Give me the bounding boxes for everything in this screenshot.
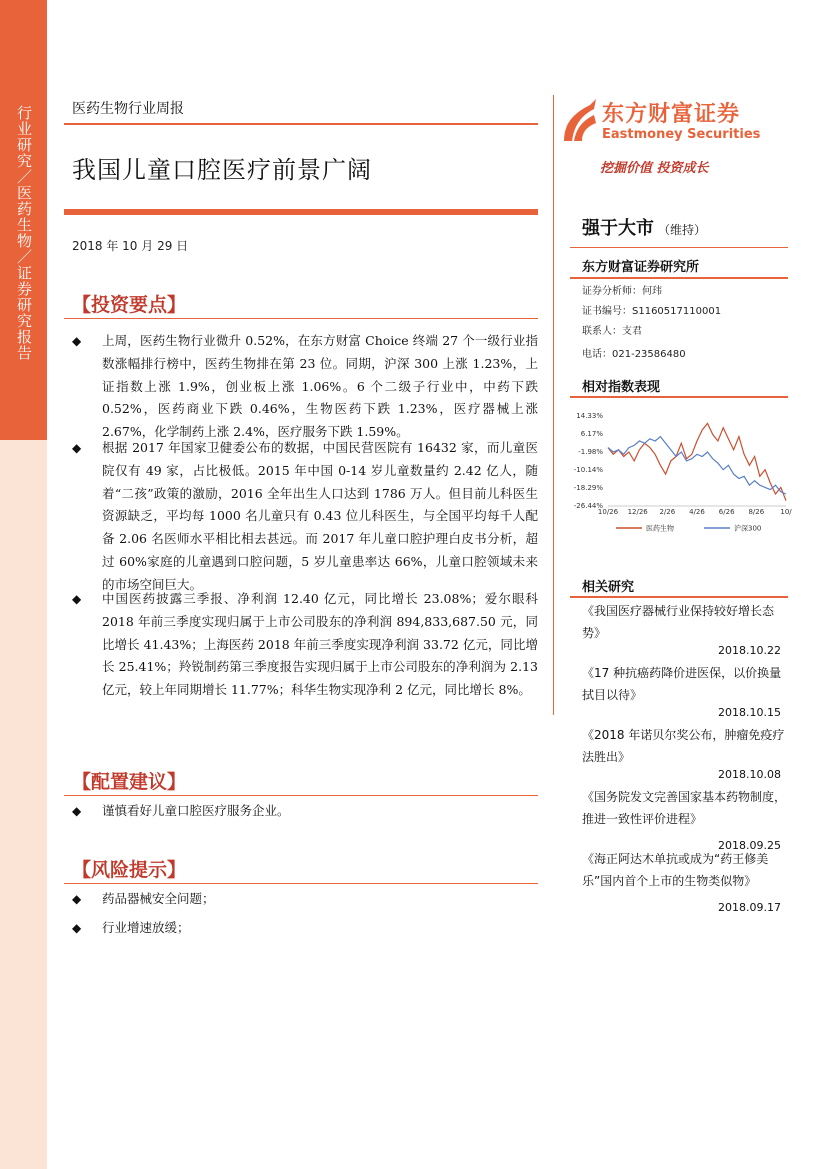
- related-item-date: 2018.10.15: [718, 706, 781, 719]
- brand-mark-icon: [560, 95, 600, 145]
- legend-label: 医药生物: [646, 524, 674, 533]
- invest-bullet: [72, 588, 538, 702]
- title-bar: [64, 209, 538, 215]
- side-banner: [0, 0, 47, 1169]
- invest-bullet: [72, 437, 538, 597]
- x-tick-label: 10/26: [597, 508, 619, 516]
- chart-heading-rule: [570, 396, 788, 398]
- y-tick-label: -26.44%: [573, 502, 603, 510]
- y-tick-label: -18.29%: [573, 484, 603, 492]
- config-heading-rule: [64, 795, 538, 796]
- config-bullet-text: 谨慎看好儿童口腔医疗服务企业。: [102, 803, 290, 818]
- related-item-title: 《2018 年诺贝尔奖公布，肿瘤免疫疗法胜出》: [582, 728, 785, 764]
- x-tick-label: 6/26: [718, 508, 735, 516]
- bullet-diamond-icon: ◆: [72, 892, 82, 906]
- bullet-diamond-icon: ◆: [72, 334, 82, 348]
- phone: 电话：021-23586480: [582, 349, 686, 360]
- related-item-title: 《17 种抗癌药降价进医保，以价换量拭目以待》: [582, 666, 782, 702]
- brand-logo: [560, 95, 770, 150]
- related-heading-rule: [570, 596, 788, 598]
- config-heading: 【配置建议】: [72, 771, 187, 793]
- y-tick-label: -10.14%: [573, 466, 603, 474]
- related-item-title: 《海正阿达木单抗或成为“药王修美乐”国内首个上市的生物类似物》: [582, 852, 769, 888]
- related-item-title: 《我国医疗器械行业保持较好增长态势》: [582, 604, 775, 640]
- invest-bullet-text: 上周，医药生物行业微升 0.52%，在东方财富 Choice 终端 27 个一级行业指数涨幅排行榜中，医药生物排在第 23 位。同期，沪深 300 上涨 1.23%，上证指数上涨 1.9%，创业板上涨 1.06%。6 个二级子行业中，中药下跌 0.52%，医药商业下跌 0.46%，生物医药下跌 1.23%，医疗器械上涨 2.67%，化学制药上涨 2.4%，医疗服务下跌 1.59%。: [102, 333, 538, 440]
- column-divider: [553, 95, 554, 715]
- risk-bullet-text: 行业增速放缓；: [102, 920, 190, 935]
- rating: [582, 214, 706, 240]
- bullet-diamond-icon: ◆: [72, 804, 82, 818]
- risk-bullet-text: 药品器械安全问题；: [102, 891, 215, 906]
- bullet-diamond-icon: ◆: [72, 592, 82, 606]
- y-tick-label: 6.17%: [580, 430, 603, 438]
- institute-rule: [570, 277, 788, 279]
- y-tick-label: -1.98%: [578, 448, 603, 456]
- institute-name: 东方财富证券研究所: [582, 260, 700, 275]
- rating-status: （维持）: [658, 223, 707, 237]
- bullet-diamond-icon: ◆: [72, 921, 82, 935]
- rating-rule: [570, 247, 788, 248]
- related-item-date: 2018.09.25: [718, 839, 781, 852]
- x-tick-label: 8/26: [748, 508, 765, 516]
- contact-person: 联系人：支君: [582, 326, 642, 337]
- config-bullet: [72, 800, 538, 823]
- y-tick-label: 14.33%: [576, 412, 603, 420]
- legend-label: 沪深300: [734, 524, 762, 533]
- invest-heading-rule: [64, 318, 538, 319]
- rating-label: 强于大市: [582, 218, 654, 239]
- series-line: [608, 423, 786, 500]
- x-tick-label: 2/26: [659, 508, 676, 516]
- side-banner-text: 行业研究／医药生物／证券研究报告: [15, 105, 33, 361]
- related-heading: 相关研究: [582, 580, 635, 595]
- brand-slogan: 挖掘价值 投资成长: [600, 161, 709, 176]
- related-item-date: 2018.10.08: [718, 768, 781, 781]
- risk-bullet: [72, 888, 538, 911]
- bullet-diamond-icon: ◆: [72, 441, 82, 455]
- invest-bullet-text: 根据 2017 年国家卫健委公布的数据，中国民营医院有 16432 家，而儿童医院仅有 49 家，占比极低。2015 年中国 0-14 岁儿童数量约 2.42 亿人，随着“二孩”政策的激励，2016 全年出生人口达到 1786 万人。但目前儿科医生资源缺乏，平均每 1000 名儿童只有 0.43 位儿科医生，与全国平均每千人配备 2.06 名医师水平相比相去甚远。而 2017 年儿童口腔护理白皮书分析，超过 60%家庭的儿童遇到口腔问题，5 岁儿童患率达 66%，儿童口腔领域未来的市场空间巨大。: [102, 440, 538, 592]
- report-date: 2018 年 10 月 29 日: [72, 239, 189, 253]
- invest-bullet-text: 中国医药披露三季报、净利润 12.40 亿元，同比增长 23.08%；爱尔眼科 2018 年前三季度实现归属于上市公司股东的净利润 894,833,687.50 元，同比增长 41.43%；上海医药 2018 年前三季度实现净利润 33.72 亿元，同比增长 25.41%；羚锐制药第三季度报告实现归属于上市公司股东的净利润为 2.13 亿元，较上年同期增长 11.77%；科华生物实现净利 2 亿元，同比增长 8%。: [102, 591, 538, 698]
- analyst: 证券分析师：何玮: [582, 286, 662, 297]
- brand-name-cn: 东方财富证券: [602, 102, 741, 127]
- brand-name-en: Eastmoney Securities: [602, 127, 761, 142]
- page-title: 我国儿童口腔医疗前景广阔: [72, 156, 372, 184]
- cert-number: 证书编号：S1160517110001: [582, 306, 722, 317]
- x-tick-label: 4/26: [689, 508, 705, 516]
- x-tick-label: 10/: [780, 508, 792, 516]
- chart-heading: 相对指数表现: [582, 380, 661, 395]
- invest-heading: 【投资要点】: [72, 294, 187, 316]
- relative-index-chart: [570, 408, 790, 548]
- header-rule: [64, 123, 538, 125]
- risk-heading-rule: [64, 883, 538, 884]
- risk-heading: 【风险提示】: [72, 859, 187, 881]
- series-line: [608, 437, 786, 494]
- risk-bullet: [72, 917, 538, 940]
- related-item-date: 2018.10.22: [718, 644, 781, 657]
- x-tick-label: 12/26: [627, 508, 648, 516]
- related-item-date: 2018.09.17: [718, 901, 781, 914]
- report-type: 医药生物行业周报: [72, 101, 184, 117]
- related-item-title: 《国务院发文完善国家基本药物制度，推进一致性评价进程》: [582, 790, 787, 826]
- invest-bullet: [72, 330, 538, 444]
- side-banner-fade: [0, 440, 47, 1169]
